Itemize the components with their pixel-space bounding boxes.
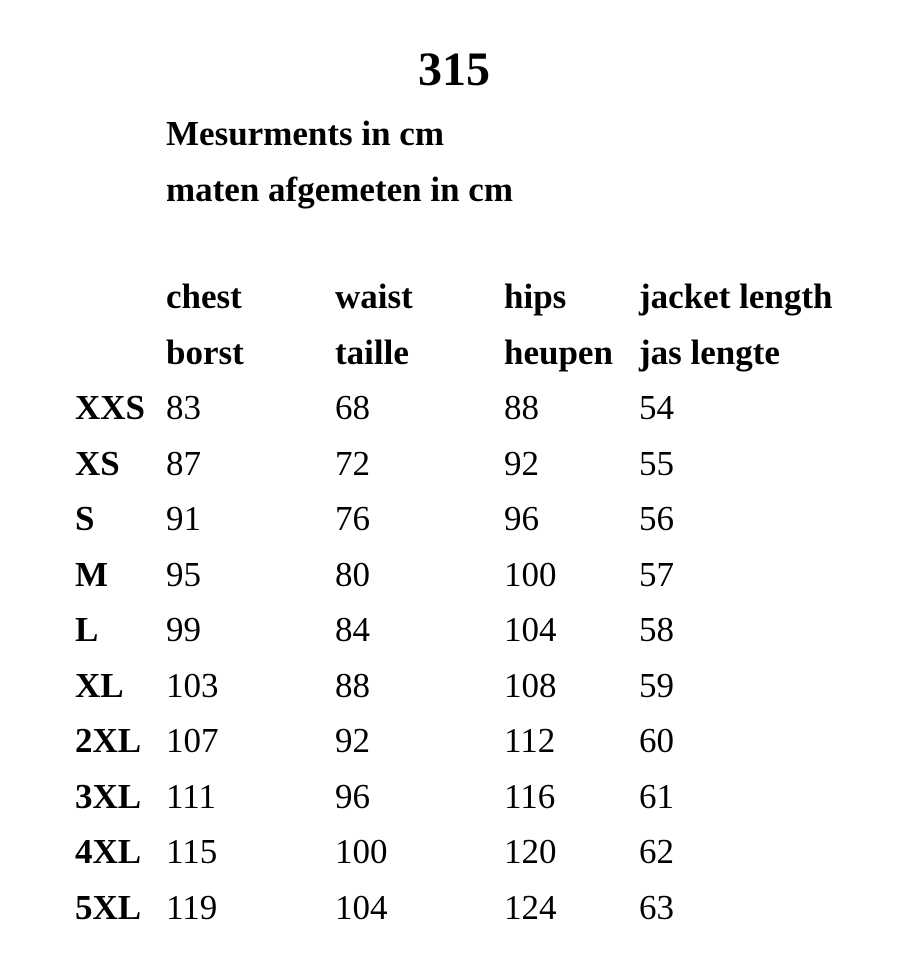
chest-value: 107 (166, 721, 219, 760)
hips-value: 104 (504, 610, 557, 649)
subtitle-english: Mesurments in cm (166, 114, 445, 153)
table-row (0, 553, 900, 609)
header-jacket-length: jacket length (639, 277, 833, 316)
size-label: L (75, 610, 99, 649)
chest-value: 83 (166, 388, 201, 427)
size-label: M (75, 554, 109, 594)
header-hips: hips (504, 277, 567, 316)
chest-value: 103 (166, 665, 219, 705)
chest-value: 99 (166, 610, 201, 649)
header-borst: borst (166, 332, 244, 372)
waist-value: 104 (335, 887, 388, 927)
waist-value: 88 (335, 665, 370, 705)
chest-value: 111 (166, 776, 216, 816)
waist-value: 92 (335, 721, 370, 760)
header-row-english (0, 275, 900, 331)
size-label: 2XL (75, 721, 142, 760)
hips-value: 92 (504, 443, 539, 483)
waist-value: 96 (335, 776, 370, 816)
size-label: XS (75, 443, 120, 483)
header-taille: taille (335, 332, 409, 372)
header-row-dutch (0, 331, 900, 387)
chest-value: 87 (166, 443, 201, 483)
page-title: 315 (418, 43, 490, 96)
length-value: 63 (639, 887, 674, 927)
table-row (0, 386, 900, 442)
length-value: 54 (639, 388, 674, 427)
hips-value: 96 (504, 499, 539, 538)
subtitle-dutch: maten afgemeten in cm (166, 170, 513, 209)
hips-value: 116 (504, 776, 556, 816)
length-value: 56 (639, 499, 674, 538)
waist-value: 76 (335, 499, 370, 538)
table-row (0, 608, 900, 664)
hips-value: 124 (504, 887, 557, 927)
chest-value: 91 (166, 499, 201, 538)
size-chart-table (0, 275, 900, 941)
hips-value: 88 (504, 388, 539, 427)
length-value: 58 (639, 610, 674, 649)
table-row (0, 442, 900, 498)
length-value: 60 (639, 721, 674, 760)
header-chest: chest (166, 277, 242, 316)
size-label: XXS (75, 388, 146, 427)
chest-value: 95 (166, 554, 201, 594)
size-label: S (75, 499, 95, 538)
table-row (0, 886, 900, 942)
size-label: 5XL (75, 887, 142, 927)
length-value: 55 (639, 443, 674, 483)
header-heupen: heupen (504, 332, 613, 372)
waist-value: 68 (335, 388, 370, 427)
table-row (0, 775, 900, 831)
table-row (0, 664, 900, 720)
table-row (0, 497, 900, 553)
size-label: XL (75, 665, 124, 705)
waist-value: 100 (335, 832, 388, 871)
chest-value: 115 (166, 832, 218, 871)
table-row (0, 719, 900, 775)
hips-value: 100 (504, 554, 557, 594)
waist-value: 84 (335, 610, 370, 649)
size-label: 4XL (75, 832, 142, 871)
waist-value: 80 (335, 554, 370, 594)
hips-value: 120 (504, 832, 557, 871)
header-waist: waist (335, 277, 413, 316)
hips-value: 108 (504, 665, 557, 705)
chest-value: 119 (166, 887, 218, 927)
length-value: 57 (639, 554, 674, 594)
length-value: 62 (639, 832, 674, 871)
hips-value: 112 (504, 721, 556, 760)
header-jas-lengte: jas lengte (639, 332, 780, 372)
length-value: 61 (639, 776, 674, 816)
size-label: 3XL (75, 776, 142, 816)
length-value: 59 (639, 665, 674, 705)
waist-value: 72 (335, 443, 370, 483)
table-row (0, 830, 900, 886)
